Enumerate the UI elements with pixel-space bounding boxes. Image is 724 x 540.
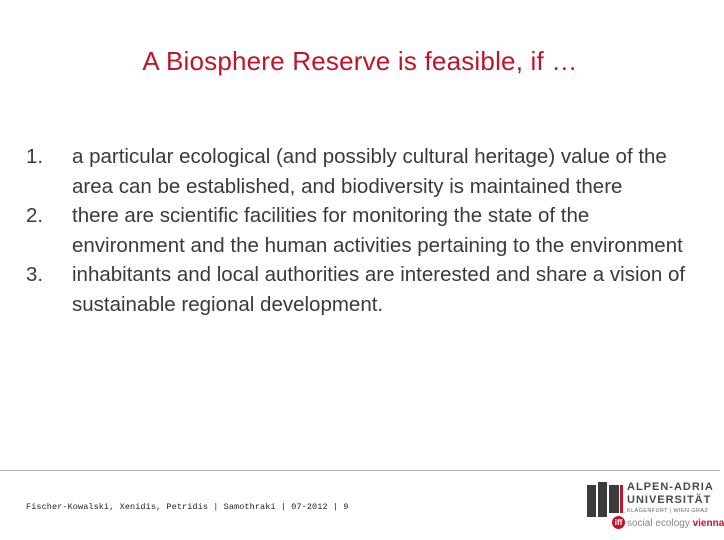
logo-text-line1: ALPEN-ADRIA <box>627 481 714 493</box>
university-logo <box>586 480 724 536</box>
list-item <box>26 142 706 201</box>
logo-text-line2: UNIVERSITÄT <box>627 494 712 506</box>
list-item <box>26 201 706 260</box>
list-item-number: 1. <box>26 145 44 168</box>
list-item-text: a particular ecological (and possibly cultural heritage) value of the area can be established, and biodiversity is maintained there <box>72 145 667 198</box>
logo-tagline <box>627 518 724 529</box>
list-item <box>26 260 706 319</box>
list-item-text: inhabitants and local authorities are interested and share a vision of sustainable regional development. <box>72 263 686 316</box>
list-item-number: 3. <box>26 263 44 286</box>
list-item-text: there are scientific facilities for monitoring the state of the environment and the human activities pertaining to the environment <box>72 204 683 257</box>
logo-tagline-part2: vienna <box>692 518 724 529</box>
logo-subtitle: KLAGENFURT | WIEN GRAZ <box>627 508 709 514</box>
footer-divider <box>0 470 720 471</box>
slide-title: A Biosphere Reserve is feasible, if … <box>142 46 578 76</box>
logo-tagline-part1: social ecology <box>627 518 693 529</box>
footer-credits: Fischer-Kowalski, Xenidis, Petridis | Samothraki | 07-2012 | 9 <box>26 502 349 512</box>
conditions-list <box>26 142 706 319</box>
university-logo-icon <box>586 481 624 519</box>
iff-logo-icon: iff <box>612 516 625 529</box>
list-item-number: 2. <box>26 204 44 227</box>
